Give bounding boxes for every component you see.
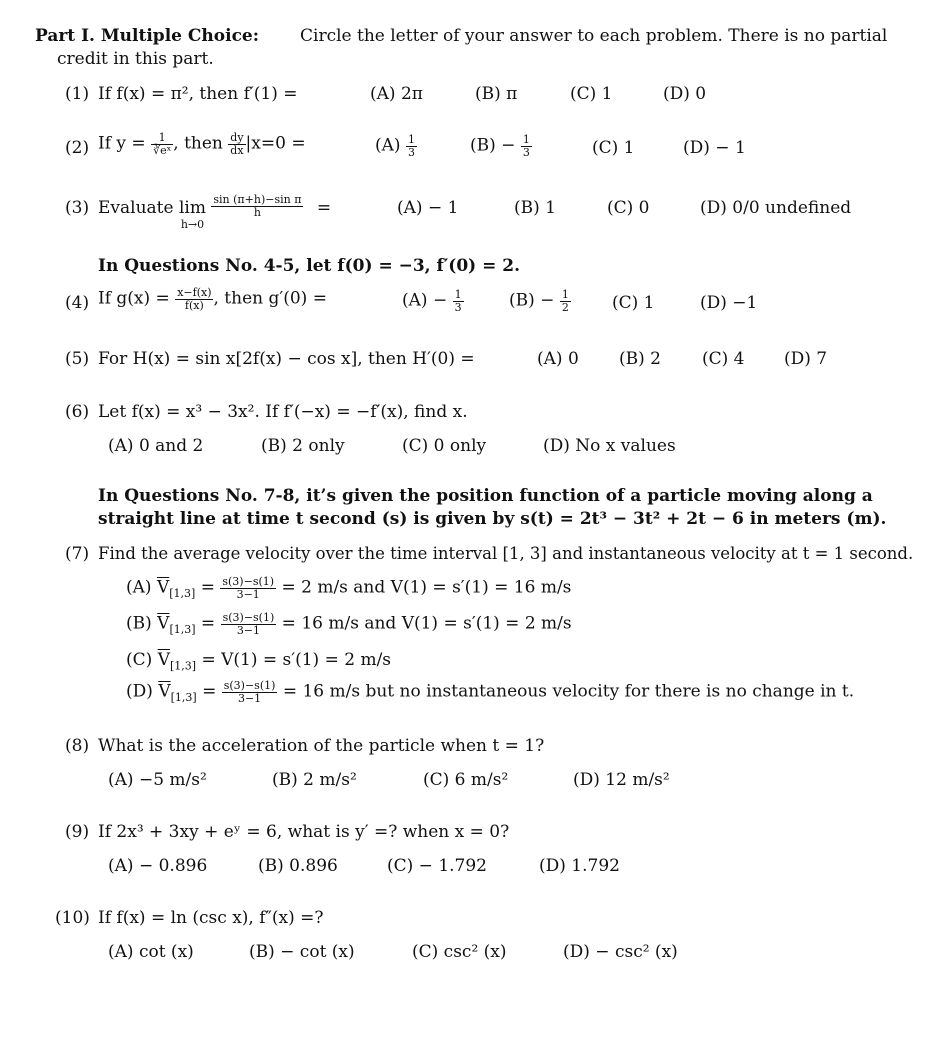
choice-b[interactable]: (B) 2 only bbox=[261, 436, 345, 456]
instructions-cont: credit in this part. bbox=[57, 49, 214, 69]
choice-c[interactable]: (C) csc² (x) bbox=[412, 942, 507, 962]
choice-a[interactable]: (A) − $\frac{1}{3}$ bbox=[402, 288, 462, 314]
choice-a[interactable]: (A) −5 m/s² bbox=[108, 770, 207, 790]
choice-d[interactable]: (D) $\overline{V}_{[1,3]}$ = $\frac{s(3)-s(1)}{3-1}$ = 16 m/s but no instantaneous velocity for there is no change in t. bbox=[126, 679, 855, 705]
question-stem: If f(x) = ln (csc x), f″(x) =? bbox=[98, 908, 324, 928]
choice-b[interactable]: (B) $\overline{V}_{[1,3]}$ = $\frac{s(3)-s(1)}{3-1}$ = 16 m/s and V(1) = s′(1) = 2 m/s bbox=[126, 611, 572, 637]
choice-a[interactable]: (A) $\overline{V}_{[1,3]}$ = $\frac{s(3)-s(1)}{3-1}$ = 2 m/s and V(1) = s′(1) = 16 m/s bbox=[126, 575, 572, 601]
stem-pre: If y = bbox=[98, 133, 146, 154]
choice-b[interactable]: (B) 1 bbox=[514, 198, 556, 218]
choice-c[interactable]: (C) $\overline{V}_{[1,3]} = V(1) = s'(1) = 2$ m/s bbox=[126, 650, 392, 673]
question-stem bbox=[98, 132, 306, 156]
choice-c[interactable]: (C) 6 m/s² bbox=[423, 770, 509, 790]
choice-b[interactable]: (B) − $\frac{1}{2}$ bbox=[509, 288, 569, 314]
question-number: (2) bbox=[65, 138, 90, 158]
question-stem: If g(x) = $\frac{x-f(x)}{f(x)}$ , then g′(0) = bbox=[98, 286, 327, 312]
choice-b[interactable]: (B) 2 m/s² bbox=[272, 770, 357, 790]
question-stem: Find the average velocity over the time interval [1, 3] and instantaneous velocity at t = 1 second. bbox=[98, 544, 914, 563]
choice-a[interactable]: (A) 0 bbox=[537, 349, 579, 369]
question-number: (4) bbox=[65, 293, 90, 313]
choice-c[interactable]: (C) 1 bbox=[612, 293, 655, 313]
note-questions-7-8-cont: straight line at time t second (s) is given by s(t) = 2t³ − 3t² + 2t − 6 in meters (m). bbox=[98, 509, 887, 529]
part-title: Part I. Multiple Choice: bbox=[35, 26, 260, 46]
choice-c[interactable]: (C) 1 bbox=[592, 138, 635, 158]
question-stem: What is the acceleration of the particle when t = 1? bbox=[98, 736, 545, 756]
choice-d[interactable]: (D) − csc² (x) bbox=[563, 942, 678, 962]
stem-post: |x=0 = bbox=[245, 133, 306, 154]
choice-b[interactable]: (B) 2 bbox=[619, 349, 661, 369]
choice-a[interactable]: (A) $\frac{1}{3}$ bbox=[375, 133, 415, 159]
question-number: (1) bbox=[65, 84, 90, 104]
question-number: (7) bbox=[65, 544, 90, 564]
choice-c[interactable]: (C) 4 bbox=[702, 349, 745, 369]
note-questions-7-8: In Questions No. 7-8, it’s given the position function of a particle moving along a bbox=[98, 486, 873, 506]
choice-c[interactable]: (C) 0 bbox=[607, 198, 650, 218]
question-number: (9) bbox=[65, 822, 90, 842]
choice-d[interactable]: (D) −1 bbox=[700, 293, 758, 313]
choice-a[interactable]: (A) 2π bbox=[370, 84, 423, 104]
fraction: $\frac{1}{\text{∛eˣ}}$ bbox=[153, 131, 172, 157]
question-number: (6) bbox=[65, 402, 90, 422]
derivative: $\frac{dy}{dx}$ bbox=[230, 131, 244, 157]
choice-d[interactable]: (D) 12 m/s² bbox=[573, 770, 670, 790]
choice-d[interactable]: (D) 1.792 bbox=[539, 856, 620, 876]
stem-mid: , then bbox=[173, 133, 223, 154]
choice-a[interactable]: (A) − 1 bbox=[397, 198, 459, 218]
choice-a[interactable]: (A) 0 and 2 bbox=[108, 436, 204, 456]
question-stem: For H(x) = sin x[2f(x) − cos x], then H′(0) = bbox=[98, 349, 475, 369]
choice-d[interactable]: (D) 0/0 undefined bbox=[700, 198, 852, 218]
question-number: (8) bbox=[65, 736, 90, 756]
choice-d[interactable]: (D) No x values bbox=[543, 436, 676, 456]
question-stem: If 2x³ + 3xy + eʸ = 6, what is y′ =? when x = 0? bbox=[98, 822, 510, 842]
question-number: (3) bbox=[65, 198, 90, 218]
question-stem: Let f(x) = x³ − 3x². If f′(−x) = −f′(x), find x. bbox=[98, 402, 468, 422]
choice-d[interactable]: (D) 0 bbox=[663, 84, 707, 104]
choice-b[interactable]: (B) − $\frac{1}{3}$ bbox=[470, 133, 530, 159]
question-stem: If f(x) = π², then f′(1) = bbox=[98, 84, 298, 104]
choice-b[interactable]: (B) − cot (x) bbox=[249, 942, 355, 962]
choice-c[interactable]: (C) 1 bbox=[570, 84, 613, 104]
choice-d[interactable]: (D) − 1 bbox=[683, 138, 746, 158]
instructions: Circle the letter of your answer to each problem. There is no partial bbox=[300, 26, 888, 46]
question-stem: Evaluate lim h→0 $\frac{\text{sin (π+h)−sin π}}{h}$ = bbox=[98, 193, 332, 231]
choice-b[interactable]: (B) 0.896 bbox=[258, 856, 338, 876]
choice-c[interactable]: (C) − 1.792 bbox=[387, 856, 487, 876]
choice-a[interactable]: (A) cot (x) bbox=[108, 942, 194, 962]
choice-d[interactable]: (D) 7 bbox=[784, 349, 828, 369]
choice-b[interactable]: (B) π bbox=[475, 84, 518, 104]
question-number: (10) bbox=[55, 908, 90, 928]
choice-c[interactable]: (C) 0 only bbox=[402, 436, 487, 456]
note-questions-4-5: In Questions No. 4-5, let f(0) = −3, f′(0) = 2. bbox=[98, 256, 521, 276]
choice-a[interactable]: (A) − 0.896 bbox=[108, 856, 208, 876]
question-number: (5) bbox=[65, 349, 90, 369]
